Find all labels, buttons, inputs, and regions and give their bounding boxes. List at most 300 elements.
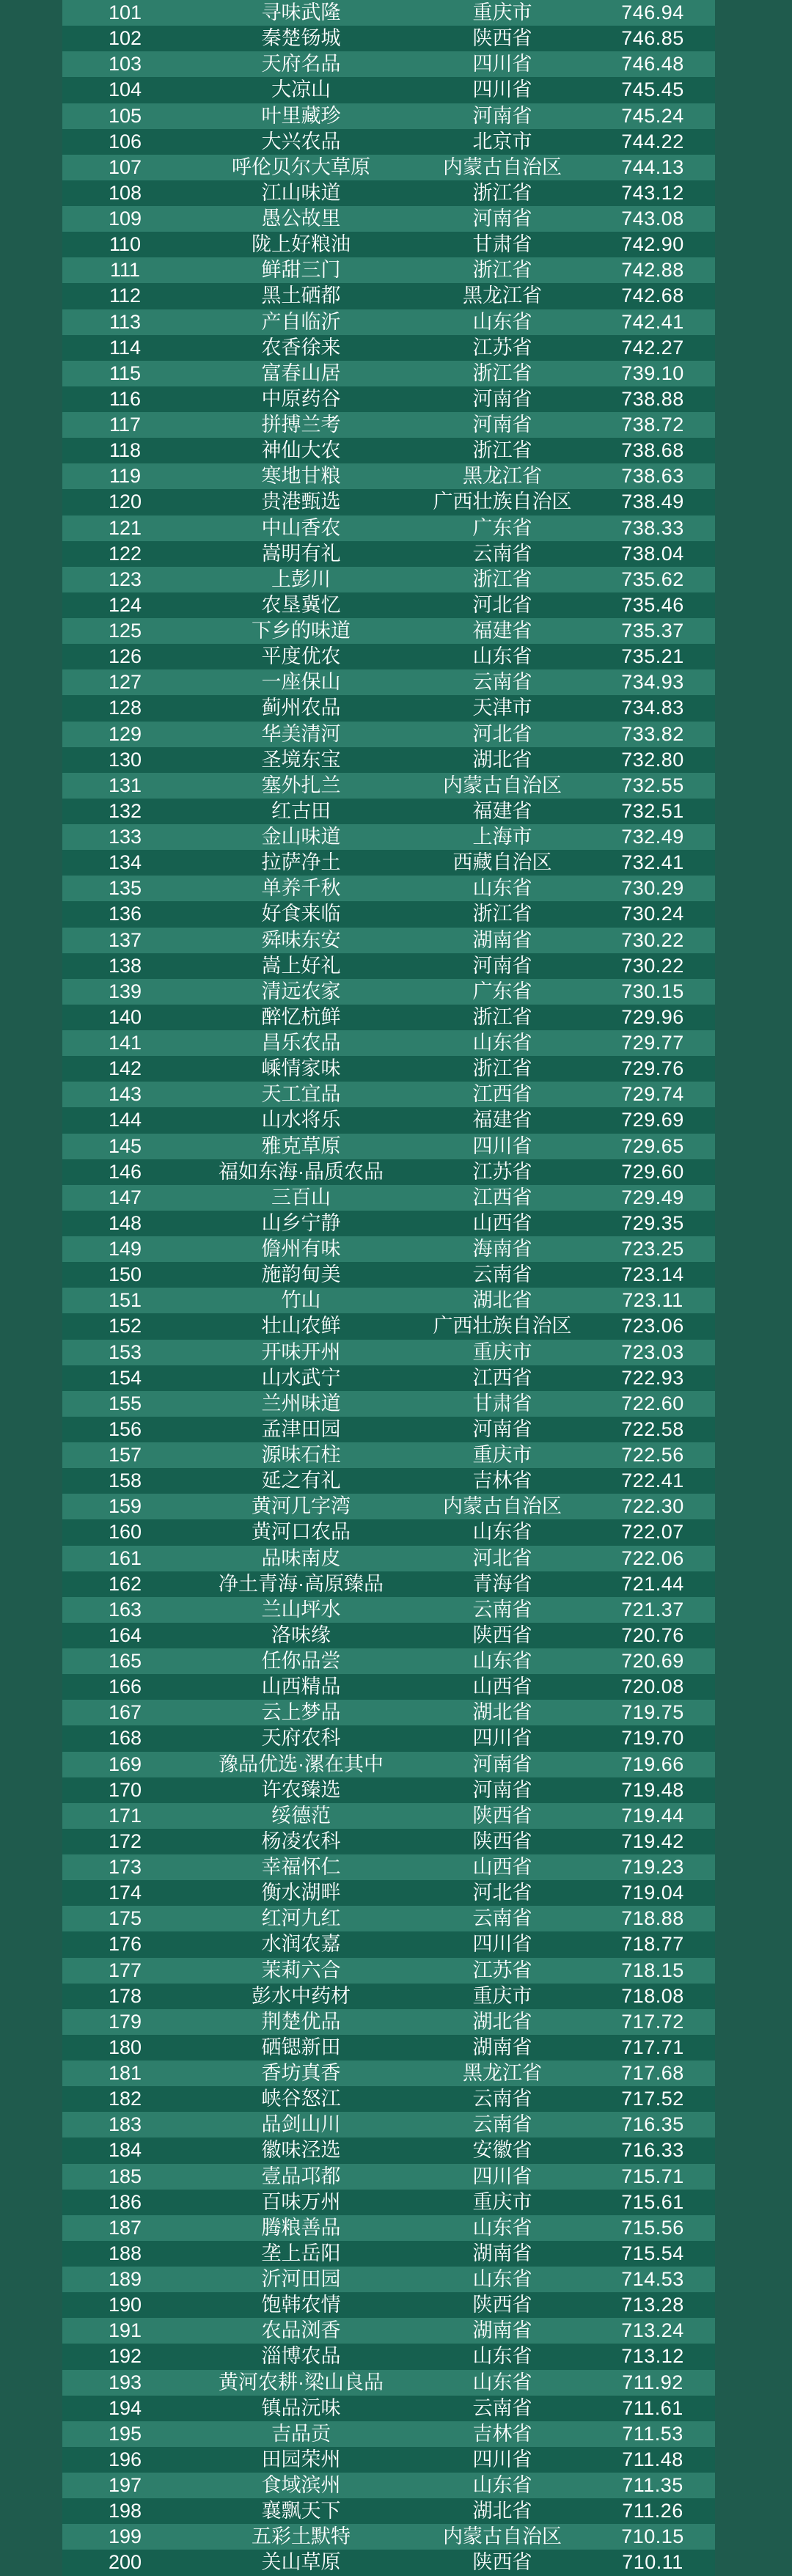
table-row	[62, 51, 715, 77]
rank-cell: 192	[108, 2345, 142, 2368]
table-row	[62, 644, 715, 669]
province-cell: 江西省	[472, 1366, 532, 1389]
table-row	[62, 876, 715, 901]
province-cell: 河北省	[472, 722, 532, 745]
brand-cell: 黄河农耕·梁山良品	[219, 2371, 384, 2393]
brand-cell: 孟津田园	[261, 1417, 341, 1440]
brand-cell: 好食来临	[261, 903, 341, 925]
province-cell: 山东省	[472, 1650, 532, 1672]
score-cell: 729.76	[621, 1057, 684, 1080]
rank-cell: 187	[108, 2216, 142, 2239]
province-cell: 四川省	[472, 78, 532, 101]
brand-cell: 产自临沂	[261, 310, 341, 333]
table-row	[62, 1623, 715, 1648]
rank-cell: 139	[108, 980, 142, 1002]
province-cell: 广西壮族自治区	[433, 491, 572, 513]
brand-cell: 山西精品	[261, 1676, 341, 1698]
table-row	[62, 1674, 715, 1700]
brand-cell: 镇品沅味	[261, 2396, 341, 2419]
province-cell: 江苏省	[472, 1959, 532, 1981]
brand-cell: 舜味东安	[261, 928, 341, 951]
brand-cell: 清远农家	[261, 980, 341, 1002]
table-row	[62, 695, 715, 721]
province-cell: 湖南省	[472, 2036, 532, 2058]
rank-cell: 160	[108, 1521, 142, 1544]
table-row	[62, 1931, 715, 1957]
province-cell: 内蒙古自治区	[443, 2525, 562, 2548]
rank-cell: 151	[108, 1289, 142, 1312]
brand-cell: 三百山	[271, 1186, 331, 1208]
province-cell: 山西省	[472, 1856, 532, 1878]
score-cell: 735.21	[621, 645, 684, 668]
rank-cell: 153	[108, 1340, 142, 1363]
brand-cell: 中原药谷	[261, 387, 341, 410]
brand-cell: 贵港甄选	[261, 491, 341, 513]
score-cell: 715.61	[621, 2190, 684, 2213]
province-cell: 山东省	[472, 2268, 532, 2290]
rank-cell: 129	[108, 722, 142, 745]
brand-cell: 品剑山川	[261, 2113, 341, 2136]
brand-cell: 嵊情家味	[261, 1057, 341, 1080]
score-cell: 715.54	[621, 2242, 684, 2264]
province-cell: 山东省	[472, 1521, 532, 1544]
table-row	[62, 2009, 715, 2035]
score-cell: 730.22	[621, 954, 684, 977]
brand-cell: 叶里藏珍	[261, 104, 341, 127]
brand-cell: 大凉山	[271, 78, 331, 101]
brand-cell: 任你品尝	[261, 1650, 341, 1672]
rank-cell: 173	[108, 1856, 142, 1878]
score-cell: 718.77	[621, 1933, 684, 1956]
table-row	[62, 928, 715, 953]
table-row	[62, 1700, 715, 1725]
table-row	[62, 515, 715, 541]
brand-cell: 壹品邛都	[261, 2165, 341, 2187]
table-row	[62, 1005, 715, 1030]
table-row	[62, 129, 715, 155]
table-row	[62, 257, 715, 283]
score-cell: 738.63	[621, 465, 684, 488]
province-cell: 重庆市	[472, 2190, 532, 2213]
brand-cell: 蓟州农品	[261, 697, 341, 719]
table-row	[62, 1468, 715, 1494]
score-cell: 719.04	[621, 1882, 684, 1904]
score-cell: 745.45	[621, 78, 684, 101]
score-cell: 717.72	[621, 2010, 684, 2033]
table-row	[62, 2035, 715, 2061]
province-cell: 山东省	[472, 2371, 532, 2393]
rank-cell: 178	[108, 1984, 142, 2007]
table-row	[62, 2396, 715, 2421]
rank-cell: 142	[108, 1057, 142, 1080]
ranking-table	[62, 0, 715, 2576]
rank-cell: 106	[108, 130, 142, 153]
brand-cell: 峡谷怒江	[261, 2088, 341, 2110]
table-row	[62, 850, 715, 876]
province-cell: 山西省	[472, 1211, 532, 1234]
table-row	[62, 1725, 715, 1751]
score-cell: 733.82	[621, 722, 684, 745]
rank-cell: 121	[108, 516, 142, 539]
table-row	[62, 953, 715, 979]
province-cell: 江苏省	[472, 336, 532, 359]
table-row	[62, 799, 715, 824]
province-cell: 湖北省	[472, 2010, 532, 2033]
rank-cell: 122	[108, 542, 142, 565]
brand-cell: 一座保山	[261, 671, 341, 694]
brand-cell: 农品浏香	[261, 2319, 341, 2342]
rank-cell: 168	[108, 1727, 142, 1750]
province-cell: 山东省	[472, 645, 532, 668]
province-cell: 甘肃省	[472, 233, 532, 256]
rank-cell: 123	[108, 568, 142, 590]
province-cell: 四川省	[472, 1933, 532, 1956]
rank-cell: 144	[108, 1109, 142, 1131]
score-cell: 744.13	[621, 155, 684, 178]
score-cell: 739.10	[621, 362, 684, 384]
brand-cell: 腾粮善品	[261, 2216, 341, 2239]
table-row	[62, 1107, 715, 1133]
table-row	[62, 1880, 715, 1906]
rank-cell: 135	[108, 877, 142, 900]
province-cell: 河南省	[472, 954, 532, 977]
rank-cell: 159	[108, 1495, 142, 1518]
province-cell: 浙江省	[472, 362, 532, 384]
table-row	[62, 1854, 715, 1880]
score-cell: 722.07	[621, 1521, 684, 1544]
rank-cell: 120	[108, 491, 142, 513]
brand-cell: 上彭川	[271, 568, 331, 590]
brand-cell: 百味万州	[261, 2190, 341, 2213]
score-cell: 732.55	[621, 774, 684, 796]
rank-cell: 154	[108, 1366, 142, 1389]
table-row	[62, 2241, 715, 2267]
table-row	[62, 1159, 715, 1185]
province-cell: 浙江省	[472, 568, 532, 590]
rank-cell: 126	[108, 645, 142, 668]
score-cell: 734.83	[621, 697, 684, 719]
table-row	[62, 2473, 715, 2498]
score-cell: 729.77	[621, 1032, 684, 1054]
brand-cell: 黑土硒都	[261, 285, 341, 307]
province-cell: 山西省	[472, 1676, 532, 1698]
table-row	[62, 1134, 715, 1159]
province-cell: 湖北省	[472, 2500, 532, 2522]
score-cell: 717.71	[621, 2036, 684, 2058]
table-row	[62, 1442, 715, 1468]
table-row	[62, 77, 715, 103]
rank-cell: 125	[108, 620, 142, 642]
province-cell: 四川省	[472, 2448, 532, 2470]
brand-cell: 豫品优选·漯在其中	[219, 1753, 384, 1775]
province-cell: 黑龙江省	[463, 285, 542, 307]
score-cell: 732.51	[621, 799, 684, 822]
score-cell: 729.49	[621, 1186, 684, 1208]
rank-cell: 169	[108, 1753, 142, 1775]
brand-cell: 福如东海·晶质农品	[219, 1160, 384, 1183]
brand-cell: 红古田	[271, 799, 331, 822]
table-row	[62, 2370, 715, 2396]
province-cell: 陕西省	[472, 2551, 532, 2574]
province-cell: 河南省	[472, 1778, 532, 1801]
brand-cell: 襄飘天下	[261, 2500, 341, 2522]
rank-cell: 115	[109, 362, 142, 384]
brand-cell: 品味南皮	[261, 1546, 341, 1569]
rank-cell: 131	[108, 774, 142, 796]
brand-cell: 山水将乐	[261, 1109, 341, 1131]
province-cell: 西藏自治区	[452, 851, 552, 874]
score-cell: 720.69	[621, 1650, 684, 1672]
rank-cell: 199	[108, 2525, 142, 2548]
brand-cell: 拼搏兰考	[261, 414, 341, 436]
province-cell: 湖北省	[472, 748, 532, 771]
rank-cell: 141	[108, 1032, 142, 1054]
rank-cell: 101	[108, 1, 142, 23]
rank-cell: 138	[108, 954, 142, 977]
brand-cell: 江山味道	[261, 181, 341, 204]
province-cell: 重庆市	[472, 1984, 532, 2007]
rank-cell: 189	[108, 2268, 142, 2290]
province-cell: 湖北省	[472, 1289, 532, 1312]
brand-cell: 寒地甘粮	[261, 465, 341, 488]
province-cell: 山东省	[472, 1032, 532, 1054]
score-cell: 722.93	[621, 1366, 684, 1389]
brand-cell: 关山草原	[261, 2551, 341, 2574]
rank-cell: 167	[108, 1701, 142, 1724]
brand-cell: 净土青海·高原臻品	[219, 1572, 384, 1595]
brand-cell: 许农臻选	[261, 1778, 341, 1801]
province-cell: 福建省	[472, 799, 532, 822]
rank-cell: 155	[108, 1392, 142, 1414]
province-cell: 云南省	[472, 542, 532, 565]
brand-cell: 农垦冀忆	[261, 593, 341, 616]
score-cell: 735.37	[621, 620, 684, 642]
rank-cell: 161	[108, 1546, 142, 1569]
rank-cell: 132	[108, 799, 142, 822]
score-cell: 710.11	[622, 2551, 683, 2574]
table-row	[62, 2086, 715, 2112]
rank-cell: 156	[108, 1417, 142, 1440]
rank-cell: 148	[108, 1211, 142, 1234]
table-row	[62, 438, 715, 463]
brand-cell: 天工宜品	[261, 1083, 341, 1106]
brand-cell: 彭水中药材	[252, 1984, 351, 2007]
province-cell: 山东省	[472, 2474, 532, 2496]
brand-cell: 茉莉六合	[261, 1959, 341, 1981]
table-row	[62, 489, 715, 515]
brand-cell: 黄河口农品	[252, 1521, 351, 1544]
rank-cell: 152	[108, 1315, 142, 1337]
rank-cell: 109	[108, 208, 142, 230]
table-row	[62, 361, 715, 386]
province-cell: 浙江省	[472, 181, 532, 204]
score-cell: 738.88	[621, 387, 684, 410]
table-row	[62, 2267, 715, 2292]
rank-cell: 165	[108, 1650, 142, 1672]
province-cell: 河北省	[472, 1546, 532, 1569]
rank-cell: 200	[108, 2551, 142, 2574]
rank-cell: 164	[108, 1623, 142, 1646]
brand-cell: 衡水湖畔	[261, 1882, 341, 1904]
table-row	[62, 2164, 715, 2190]
score-cell: 732.80	[621, 748, 684, 771]
rank-cell: 184	[108, 2139, 142, 2162]
rank-cell: 181	[108, 2062, 142, 2084]
province-cell: 山东省	[472, 310, 532, 333]
score-cell: 730.29	[621, 877, 684, 900]
table-row	[62, 2190, 715, 2215]
table-row	[62, 1546, 715, 1571]
score-cell: 714.53	[621, 2268, 684, 2290]
brand-cell: 陇上好粮油	[252, 233, 351, 256]
score-cell: 738.72	[621, 414, 684, 436]
province-cell: 广东省	[472, 980, 532, 1002]
table-row	[62, 283, 715, 309]
rank-cell: 119	[109, 465, 142, 488]
brand-cell: 兰州味道	[261, 1392, 341, 1414]
score-cell: 723.25	[621, 1238, 684, 1260]
score-cell: 729.96	[621, 1005, 684, 1028]
brand-cell: 延之有礼	[261, 1469, 341, 1492]
brand-cell: 天府名品	[261, 53, 341, 76]
rank-cell: 195	[108, 2422, 142, 2445]
score-cell: 718.88	[621, 1907, 684, 1930]
province-cell: 山东省	[472, 2216, 532, 2239]
province-cell: 重庆市	[472, 1, 532, 23]
rank-cell: 137	[108, 928, 142, 951]
table-row	[62, 541, 715, 567]
rank-cell: 124	[108, 593, 142, 616]
rank-cell: 133	[108, 826, 142, 848]
brand-cell: 下乡的味道	[252, 620, 351, 642]
province-cell: 四川省	[472, 2165, 532, 2187]
score-cell: 732.41	[621, 851, 684, 874]
brand-cell: 洛味缘	[271, 1623, 331, 1646]
score-cell: 713.12	[621, 2345, 684, 2368]
score-cell: 718.15	[621, 1959, 684, 1981]
rank-cell: 163	[108, 1598, 142, 1621]
score-cell: 717.68	[621, 2062, 684, 2084]
brand-cell: 香坊真香	[261, 2062, 341, 2084]
rank-cell: 112	[109, 285, 142, 307]
score-cell: 719.42	[621, 1830, 684, 1852]
province-cell: 湖南省	[472, 2319, 532, 2342]
score-cell: 711.53	[622, 2422, 683, 2445]
table-row	[62, 2215, 715, 2241]
score-cell: 723.11	[622, 1289, 683, 1312]
brand-cell: 饱韩农情	[261, 2294, 341, 2316]
province-cell: 吉林省	[472, 1469, 532, 1492]
brand-cell: 塞外扎兰	[261, 774, 341, 796]
rank-cell: 174	[108, 1882, 142, 1904]
rank-cell: 186	[108, 2190, 142, 2213]
brand-cell: 富春山居	[261, 362, 341, 384]
score-cell: 711.35	[622, 2474, 683, 2496]
score-cell: 746.94	[621, 1, 684, 23]
brand-cell: 绥德范	[271, 1804, 331, 1827]
province-cell: 河南省	[472, 1753, 532, 1775]
rank-cell: 183	[108, 2113, 142, 2136]
score-cell: 713.28	[621, 2294, 684, 2316]
table-row	[62, 1056, 715, 1082]
brand-cell: 荆楚优品	[261, 2010, 341, 2033]
table-row	[62, 1777, 715, 1803]
table-row	[62, 1752, 715, 1777]
rank-cell: 117	[109, 414, 142, 436]
province-cell: 青海省	[472, 1572, 532, 1595]
brand-cell: 五彩土默特	[252, 2525, 351, 2548]
brand-cell: 红河九红	[261, 1907, 341, 1930]
table-row	[62, 618, 715, 644]
brand-cell: 圣境东宝	[261, 748, 341, 771]
rank-cell: 113	[109, 310, 142, 333]
province-cell: 广西壮族自治区	[433, 1315, 572, 1337]
score-cell: 722.06	[621, 1546, 684, 1569]
province-cell: 江西省	[472, 1186, 532, 1208]
province-cell: 山东省	[472, 877, 532, 900]
brand-cell: 竹山	[281, 1289, 321, 1312]
score-cell: 729.65	[621, 1134, 684, 1157]
rank-cell: 158	[108, 1469, 142, 1492]
province-cell: 重庆市	[472, 1444, 532, 1466]
brand-cell: 醉忆杭鲜	[261, 1005, 341, 1028]
table-row	[62, 824, 715, 850]
brand-cell: 鲜甜三门	[261, 259, 341, 282]
score-cell: 722.41	[621, 1469, 684, 1492]
score-cell: 722.58	[621, 1417, 684, 1440]
rank-cell: 104	[108, 78, 142, 101]
table-row	[62, 206, 715, 232]
rank-cell: 188	[108, 2242, 142, 2264]
province-cell: 福建省	[472, 620, 532, 642]
rank-cell: 140	[108, 1005, 142, 1028]
table-row	[62, 1648, 715, 1674]
brand-cell: 愚公故里	[261, 208, 341, 230]
brand-cell: 山乡宁静	[261, 1211, 341, 1234]
brand-cell: 开味开州	[261, 1340, 341, 1363]
province-cell: 河南省	[472, 104, 532, 127]
table-row	[62, 0, 715, 26]
score-cell: 721.44	[621, 1572, 684, 1595]
score-cell: 735.62	[621, 568, 684, 590]
rank-cell: 172	[108, 1830, 142, 1852]
province-cell: 海南省	[472, 1238, 532, 1260]
province-cell: 四川省	[472, 1134, 532, 1157]
score-cell: 738.68	[621, 439, 684, 462]
score-cell: 719.70	[621, 1727, 684, 1750]
table-row	[62, 2061, 715, 2086]
table-row	[62, 1906, 715, 1931]
brand-cell: 中山香农	[261, 516, 341, 539]
table-row	[62, 1803, 715, 1829]
province-cell: 湖南省	[472, 928, 532, 951]
table-row	[62, 1262, 715, 1288]
rank-cell: 149	[108, 1238, 142, 1260]
score-cell: 742.88	[621, 259, 684, 282]
table-row	[62, 773, 715, 799]
score-cell: 719.66	[621, 1753, 684, 1775]
rank-cell: 196	[108, 2448, 142, 2470]
rank-cell: 175	[108, 1907, 142, 1930]
province-cell: 河南省	[472, 1417, 532, 1440]
brand-cell: 沂河田园	[261, 2268, 341, 2290]
table-row	[62, 103, 715, 129]
rank-cell: 182	[108, 2088, 142, 2110]
brand-cell: 徽味泾选	[261, 2139, 341, 2162]
province-cell: 四川省	[472, 53, 532, 76]
table-row	[62, 2524, 715, 2550]
rank-cell: 102	[108, 27, 142, 50]
